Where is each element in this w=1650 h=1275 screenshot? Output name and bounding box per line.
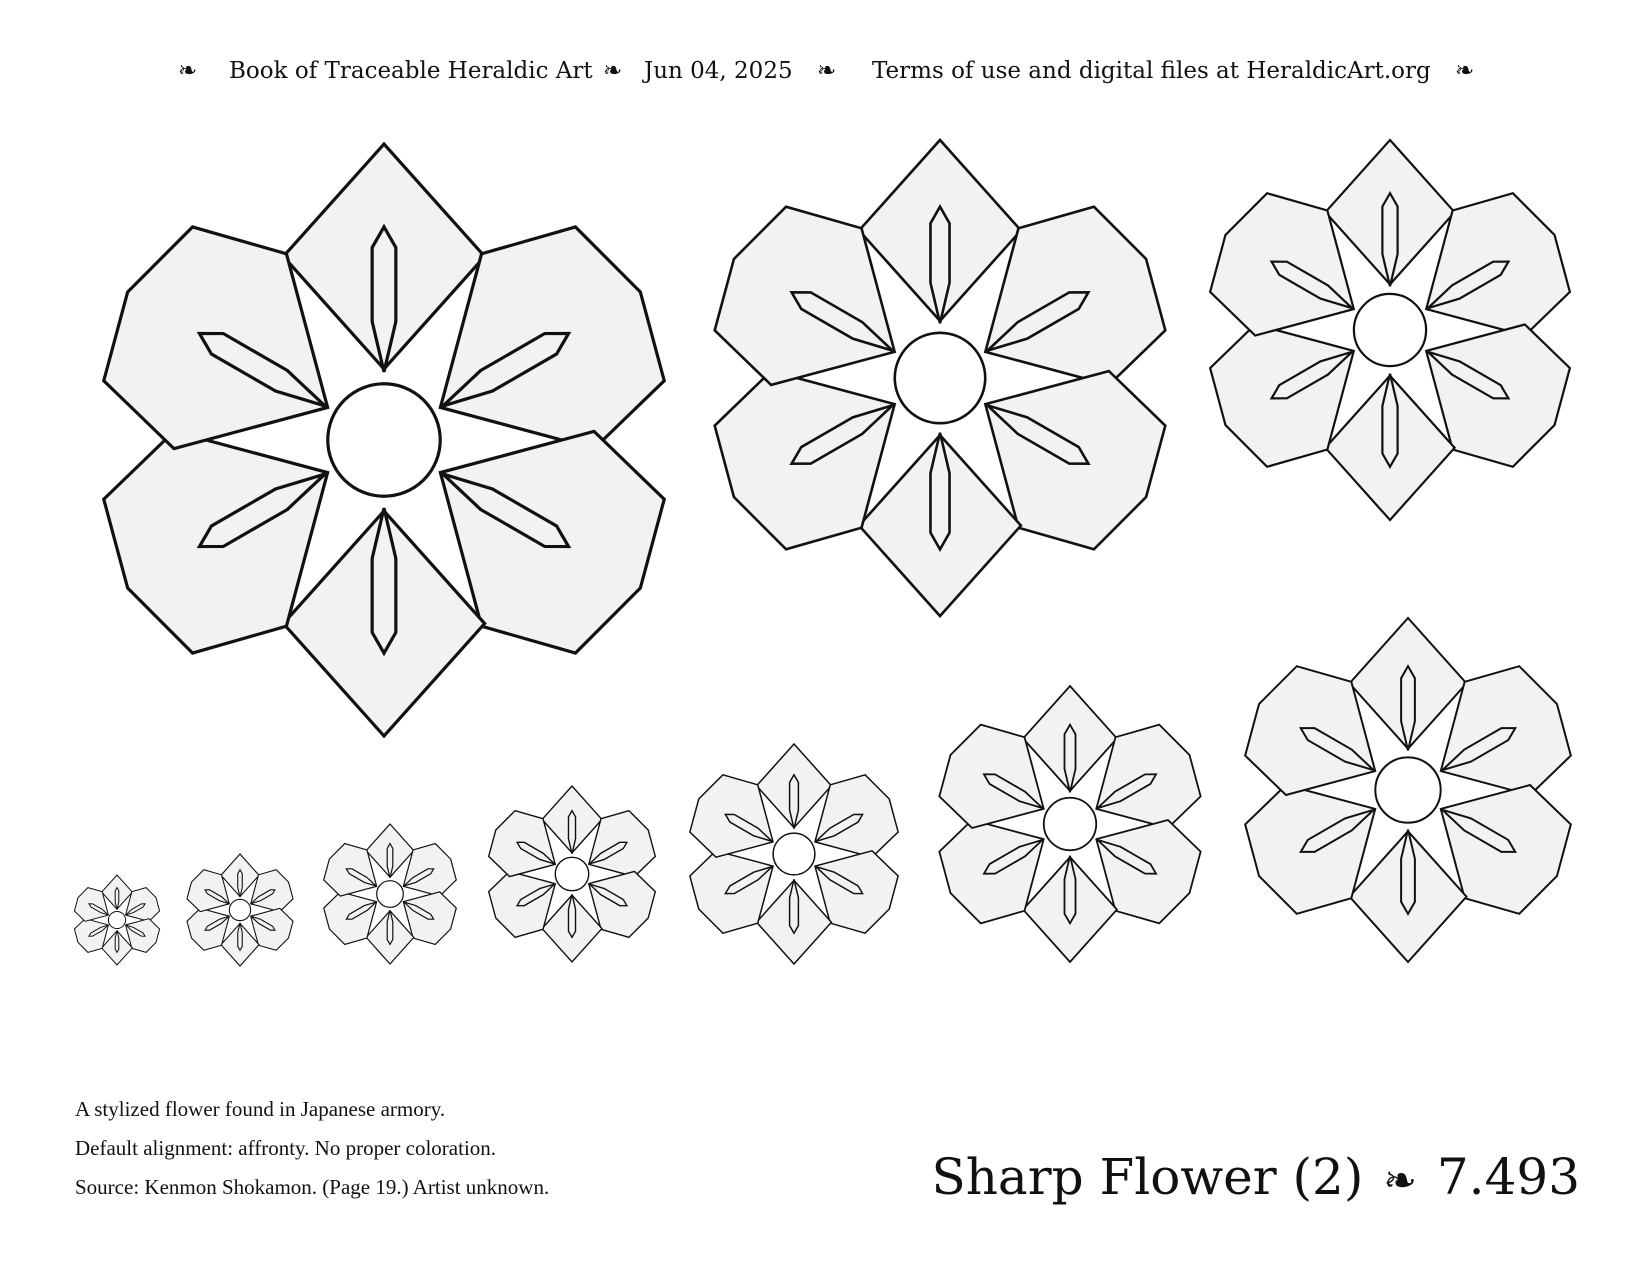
flower-center: [108, 911, 125, 928]
terms-of-use: Terms of use and digital files at HeraldicArt.org: [872, 58, 1431, 84]
flower-center: [773, 833, 815, 875]
flower-center: [1044, 798, 1096, 850]
flower-stamen: [115, 888, 119, 910]
sharp-flower-icon: [104, 144, 664, 736]
sharp-flower-icon: [74, 875, 159, 965]
plate-title: [931, 1148, 1580, 1206]
fleuron-icon: ❧: [603, 58, 623, 84]
description-line: A stylized flower found in Japanese armory.: [75, 1097, 446, 1121]
plate-number: 7.493: [1436, 1148, 1580, 1206]
header-date: Jun 04, 2025: [644, 58, 793, 84]
sharp-flower-icon: [489, 786, 656, 962]
flower-stamen: [115, 930, 119, 952]
flower-center: [1375, 757, 1440, 822]
sharp-flower-icon: [690, 744, 898, 964]
flower-center: [229, 899, 250, 920]
flower-center: [555, 857, 588, 890]
sharp-flower-icon: [715, 140, 1166, 616]
sharp-flower-icon: [1210, 140, 1570, 520]
plate-name: Sharp Flower (2): [931, 1148, 1364, 1206]
fleuron-icon: ❧: [1455, 58, 1475, 84]
book-title: Book of Traceable Heraldic Art: [229, 58, 593, 84]
sharp-flower-icon: [187, 854, 293, 966]
flower-center: [1354, 294, 1426, 366]
fleuron-icon: ❧: [178, 58, 198, 84]
description-line: Default alignment: affronty. No proper coloration.: [75, 1136, 497, 1160]
flower-center: [895, 333, 985, 423]
sharp-flower-icon: [324, 824, 457, 964]
sharp-flower-icon: [1245, 618, 1571, 962]
sharp-flower-icon: [939, 686, 1200, 962]
flower-center: [377, 881, 404, 908]
fleuron-icon: ❧: [1383, 1158, 1417, 1204]
description-line: Source: Kenmon Shokamon. (Page 19.) Artist unknown.: [75, 1175, 550, 1199]
fleuron-icon: ❧: [817, 58, 837, 84]
flower-center: [328, 384, 440, 496]
description-block: [75, 1090, 549, 1207]
